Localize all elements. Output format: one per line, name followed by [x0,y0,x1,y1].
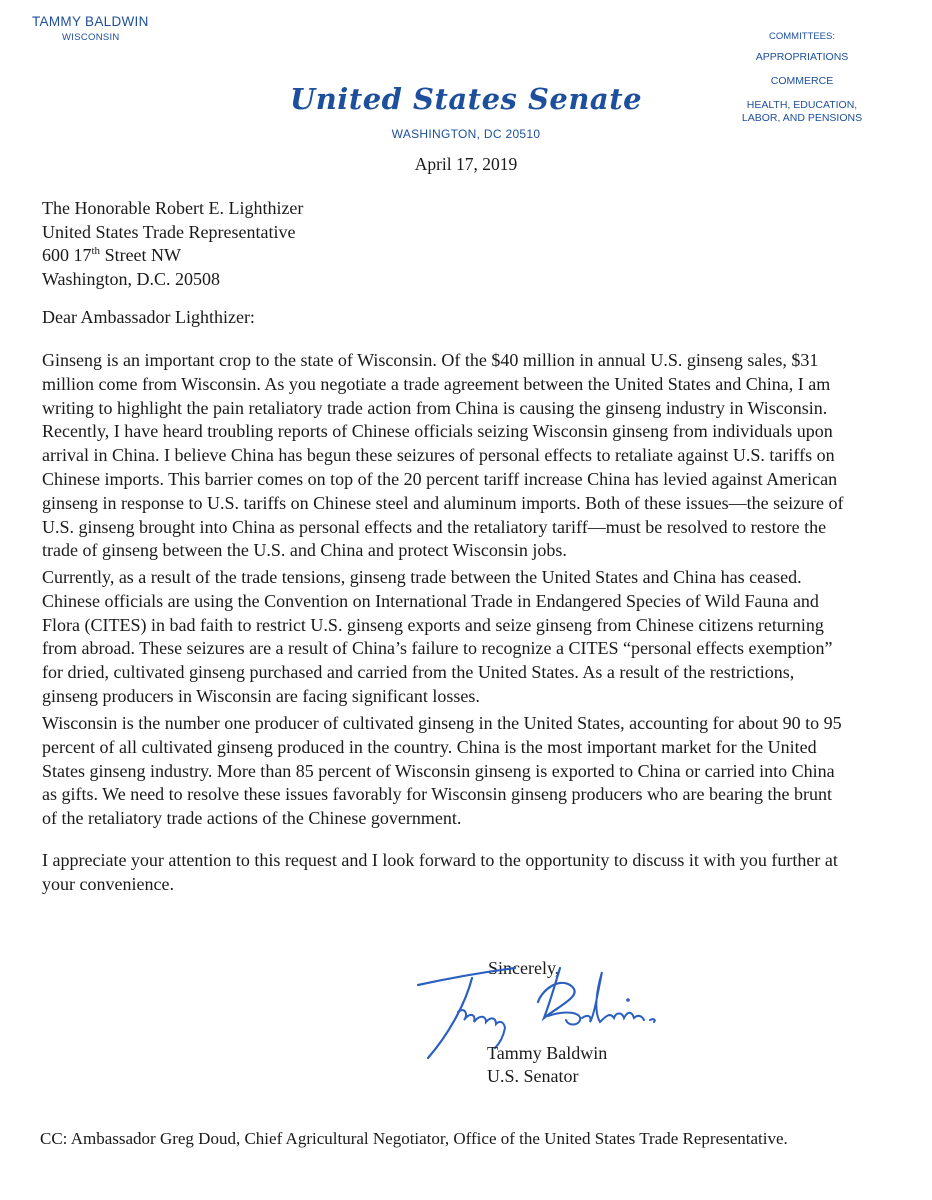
senate-title: United States Senate [289,82,643,116]
text-line: Wisconsin is the number one producer of cultivated ginseng in the United States, accounting for about 90 to 95 [42,713,842,733]
street-ordinal: th [91,245,101,257]
text-line: Recently, I have heard troubling reports of Chinese officials seizing Wisconsin ginseng from individuals upon [42,421,833,442]
text-line: ginseng in response to U.S. tariffs on Chinese steel and aluminum imports. Both of these issues—the seizure of [42,492,844,513]
recipient-street [42,244,303,268]
cc-line: CC: Ambassador Greg Doud, Chief Agricultural Negotiator, Office of the United States Trade Representative. [40,1129,788,1148]
body-paragraph-2 [42,566,912,709]
text-line: ginseng producers in Wisconsin are facing significant losses. [42,685,480,706]
text-line: U.S. ginseng brought into China as personal effects and the retaliatory tariff—must be resolved to restore the [42,516,827,537]
body-paragraph-3 [42,712,912,831]
text-line: Currently, as a result of the trade tensions, ginseng trade between the United States and China has ceased. [42,567,802,587]
recipient-address [42,197,303,291]
text-line: arrival in China. I believe China has begun these seizures of personal effects to retaliate against U.S. tariffs on [42,445,835,466]
street-number: 600 17 [42,245,92,265]
text-line: percent of all cultivated ginseng produced in the country. China is the most important market for the United [42,736,817,757]
sender-name: TAMMY BALDWIN [32,14,149,29]
text-line: Chinese imports. This barrier comes on top of the 20 percent tariff increase China has levied against American [42,468,838,489]
street-name: Street NW [100,245,182,265]
signer-title: U.S. Senator [487,1066,579,1086]
text-line: Chinese officials are using the Convention on International Trade in Endangered Species of Wild Fauna and [42,590,819,611]
text-line: trade of ginseng between the U.S. and China and protect Wisconsin jobs. [42,540,567,561]
text-line: Flora (CITES) in bad faith to restrict U.S. ginseng exports and seize ginseng from Chinese citizens returning [42,614,824,635]
text-line: States ginseng industry. More than 85 percent of Wisconsin ginseng is exported to China or carried into China [42,760,835,781]
committees-heading: COMMITTEES: [769,31,835,42]
body-paragraph-1 [42,349,912,563]
text-line: of the retaliatory trade actions of the Chinese government. [42,808,462,829]
recipient-title: United States Trade Representative [42,221,296,242]
letter-date: April 17, 2019 [414,154,518,174]
body-paragraph-4 [42,849,912,897]
committee-help-line2: LABOR, AND PENSIONS [741,112,863,124]
text-line: million come from Wisconsin. As you negotiate a trade agreement between the United States and China, I am [42,373,831,394]
senate-address: WASHINGTON, DC 20510 [391,127,541,141]
recipient-name: The Honorable Robert E. Lighthizer [42,198,304,218]
sender-state: WISCONSIN [62,32,120,43]
text-line: Ginseng is an important crop to the state of Wisconsin. Of the $40 million in annual U.S. ginseng sales, $31 [42,350,819,370]
committee-help-line1: HEALTH, EDUCATION, [746,99,858,111]
closing: Sincerely, [488,958,560,978]
signer-name: Tammy Baldwin [487,1043,608,1063]
text-line: writing to highlight the pain retaliatory trade action from China is causing the ginseng industry in Wisconsin. [42,397,828,418]
text-line: from abroad. These seizures are a result of China’s failure to recognize a CITES “personal effects exemption” [42,638,833,659]
text-line: I appreciate your attention to this request and I look forward to the opportunity to discuss it with you further at [42,850,838,870]
recipient-city: Washington, D.C. 20508 [42,268,221,289]
text-line: your convenience. [42,873,174,894]
text-line: as gifts. We need to resolve these issues favorably for Wisconsin ginseng producers who are bearing the brunt [42,784,832,805]
text-line: for dried, cultivated ginseng purchased and carried from the United States. As a result of the restrictions, [42,662,795,683]
committee-commerce: COMMERCE [770,75,834,87]
committee-appropriations: APPROPRIATIONS [755,51,849,63]
salutation: Dear Ambassador Lighthizer: [42,307,255,327]
